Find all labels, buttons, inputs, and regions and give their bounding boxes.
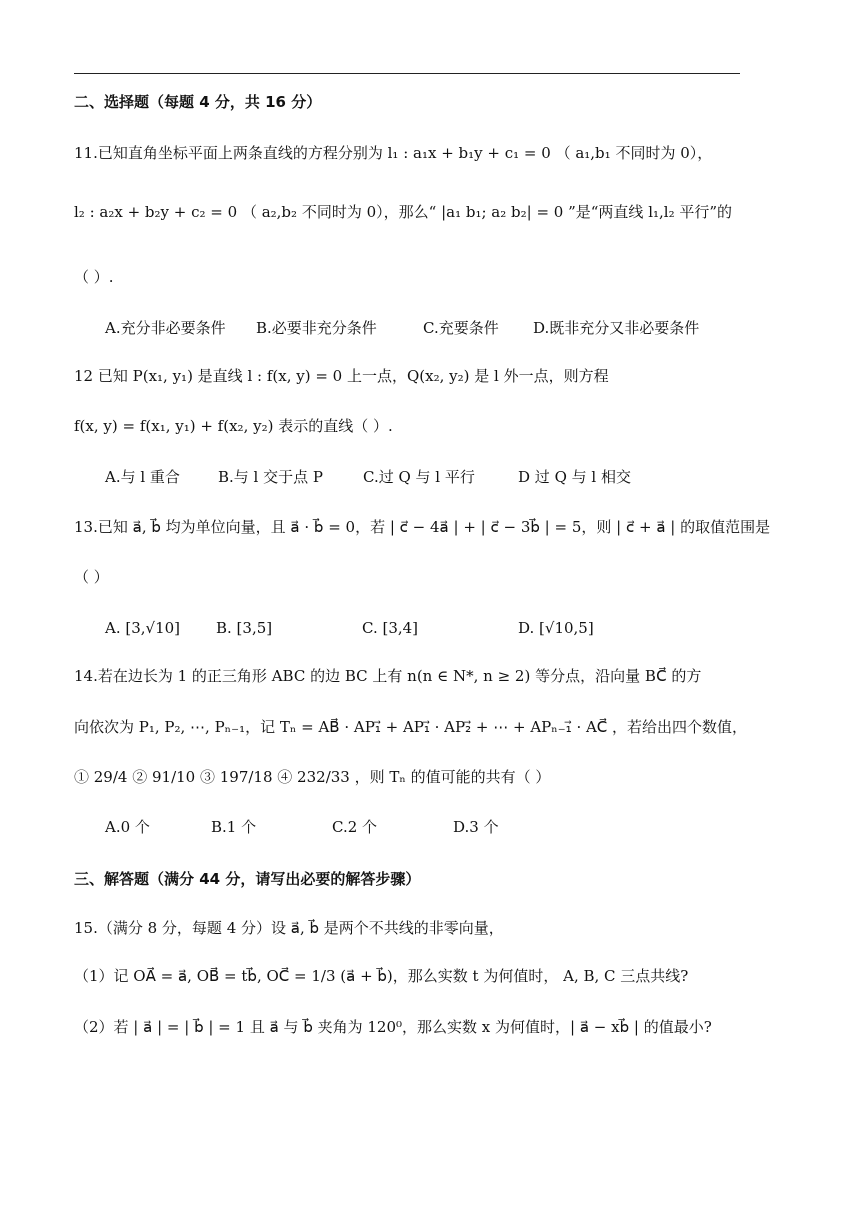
q11-option-b: B.必要非充分条件 [256, 319, 377, 337]
q12-option-d: D 过 Q 与 l 相交 [518, 468, 631, 486]
q14-option-a: A.0 个 [105, 818, 150, 836]
q13-option-d: D. [√10,5] [518, 619, 594, 637]
q12-line1: 12 已知 P(x₁, y₁) 是直线 l : f(x, y) = 0 上一点，Q(x₂, y₂) 是 l 外一点，则方程 [74, 367, 609, 385]
q11-option-c: C.充要条件 [423, 319, 499, 337]
q13-blank: （ ） [74, 568, 109, 586]
q11-option-d: D.既非充分又非必要条件 [533, 319, 700, 337]
q13-option-c: C. [3,4] [362, 619, 419, 637]
q15-line1: 15.（满分 8 分，每题 4 分）设 a⃗, b⃗ 是两个不共线的非零向量， [74, 919, 504, 937]
q15-part2: （2）若 | a⃗ | = | b⃗ | = 1 且 a⃗ 与 b⃗ 夹角为 120⁰，那么实数 x 为何值时，| a⃗ − xb⃗ | 的值最小? [74, 1018, 712, 1036]
q14-option-c: C.2 个 [332, 818, 378, 836]
q13-option-a: A. [3,√10] [105, 619, 181, 637]
q12-line2: f(x, y) = f(x₁, y₁) + f(x₂, y₂) 表示的直线（ ）. [74, 417, 393, 435]
q11-line1: 11.已知直角坐标平面上两条直线的方程分别为 l₁ : a₁x + b₁y + c₁ = 0 （ a₁,b₁ 不同时为 0）， [74, 144, 713, 162]
section2-title: 二、选择题（每题 4 分，共 16 分） [74, 93, 322, 111]
q14-line1: 14.若在边长为 1 的正三角形 ABC 的边 BC 上有 n(n ∈ N*, n ≥ 2) 等分点，沿向量 BC⃗ 的方 [74, 667, 702, 685]
q13-option-b: B. [3,5] [216, 619, 273, 637]
section3-title: 三、解答题（满分 44 分，请写出必要的解答步骤） [74, 870, 421, 888]
q11-option-a: A.充分非必要条件 [105, 319, 226, 337]
q11-line2: l₂ : a₂x + b₂y + c₂ = 0 （ a₂,b₂ 不同时为 0），那么“ |a₁ b₁; a₂ b₂| = 0 ”是“两直线 l₁,l₂ 平行”的 [74, 203, 733, 221]
q15-part1: （1）记 OA⃗ = a⃗, OB⃗ = tb⃗, OC⃗ = 1/3 (a⃗ + b⃗)，那么实数 t 为何值时， A, B, C 三点共线? [74, 967, 689, 985]
q12-option-b: B.与 l 交于点 P [218, 468, 323, 486]
q14-line2: 向依次为 P₁, P₂, ⋯, Pₙ₋₁，记 Tₙ = AB⃗ · AP₁⃗ + AP₁⃗ · AP₂⃗ + ⋯ + APₙ₋₁⃗ · AC⃗ ，若给出四个数值， [74, 718, 748, 736]
q14-line3: ① 29/4 ② 91/10 ③ 197/18 ④ 232/33 ，则 Tₙ 的值可能的共有（ ） [74, 768, 551, 786]
q12-option-a: A.与 l 重合 [105, 468, 180, 486]
q11-blank: （ ）. [74, 268, 114, 286]
header-rule [74, 73, 740, 74]
q14-option-d: D.3 个 [453, 818, 499, 836]
q13-line1: 13.已知 a⃗, b⃗ 均为单位向量，且 a⃗ · b⃗ = 0，若 | c⃗ − 4a⃗ | + | c⃗ − 3b⃗ | = 5，则 | c⃗ + a⃗ | 的取值范围是 [74, 518, 771, 536]
q12-option-c: C.过 Q 与 l 平行 [363, 468, 475, 486]
q14-option-b: B.1 个 [211, 818, 257, 836]
